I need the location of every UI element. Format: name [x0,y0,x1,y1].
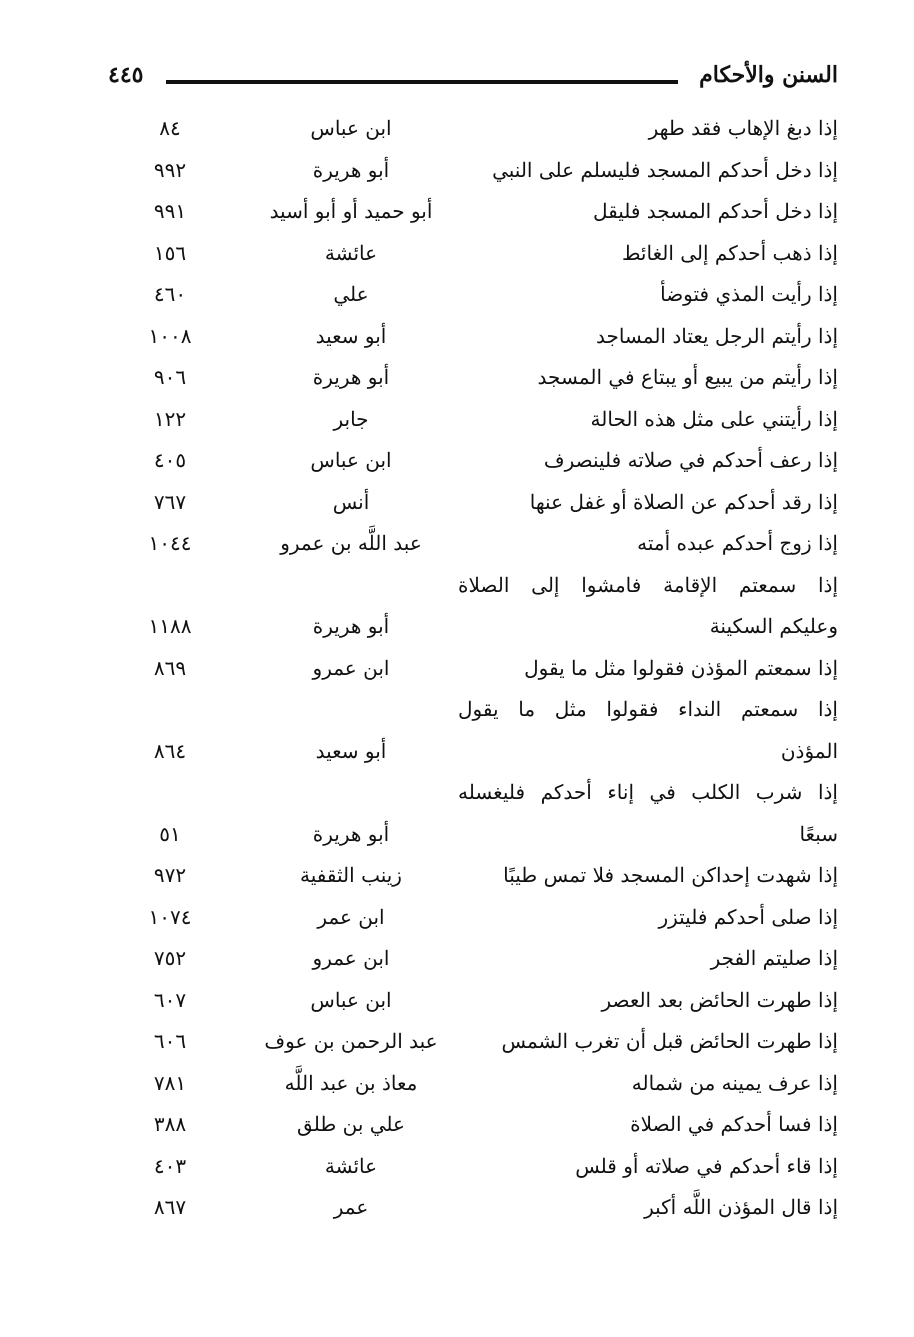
hadith-incipit: إذا صليتم الفجر [710,946,838,970]
running-header [108,62,838,102]
hadith-index-list [130,108,838,1229]
hadith-incipit: إذا سمعتم المؤذن فقولوا مثل ما يقول [524,655,838,680]
index-row [130,233,838,275]
narrator-name: جابر [333,406,369,431]
narrator-name: أنس [332,489,370,514]
hadith-incipit: إذا دخل أحدكم المسجد فليقل [592,199,838,223]
hadith-number: ٩٠٦ [153,365,187,389]
index-row [130,648,838,690]
hadith-number: ٧٥٢ [153,946,187,970]
hadith-number: ٩٩١ [153,199,187,223]
index-row [130,108,838,150]
narrator-name: ابن عباس [310,448,392,472]
index-row [130,689,838,731]
narrator-name: ابن عمرو [312,946,390,970]
hadith-incipit: إذا رأيت المذي فتوضأ [660,282,838,306]
hadith-incipit: إذا سمعتم الإقامة فامشوا إلى الصلاة [458,572,838,597]
hadith-number: ١٠٧٤ [148,904,192,929]
hadith-incipit: إذا فسا أحدكم في الصلاة [630,1112,838,1136]
index-row [130,440,838,482]
hadith-number: ٦٠٦ [153,1029,187,1053]
hadith-incipit: سبعًا [799,821,838,846]
hadith-incipit: إذا طهرت الحائض بعد العصر [601,987,838,1012]
hadith-number: ٤٠٣ [153,1153,187,1178]
index-row [130,150,838,192]
hadith-incipit: إذا رعف أحدكم في صلاته فلينصرف [543,448,838,472]
hadith-incipit: إذا رأيتم الرجل يعتاد المساجد [595,323,838,348]
hadith-incipit: إذا قال المؤذن اللَّه أكبر [644,1195,838,1219]
hadith-number: ٣٨٨ [153,1112,187,1136]
hadith-number: ٦٠٧ [153,987,187,1012]
index-row [130,274,838,316]
narrator-name: ابن عمرو [312,655,390,680]
hadith-incipit: إذا ذهب أحدكم إلى الغائط [621,240,838,265]
index-row [130,897,838,939]
narrator-name: عمر [333,1195,369,1219]
index-row [130,316,838,358]
hadith-number: ٤٠٥ [153,448,187,472]
index-row [130,814,838,856]
narrator-name: عبد اللَّه بن عمرو [280,531,422,555]
narrator-name: عائشة [324,1153,378,1178]
hadith-incipit: إذا شرب الكلب في إناء أحدكم فليغسله [458,780,838,804]
hadith-incipit: إذا رقد أحدكم عن الصلاة أو غفل عنها [529,489,838,514]
narrator-name: أبو هريرة [312,365,390,389]
hadith-number: ١١٨٨ [148,614,192,638]
index-row [130,855,838,897]
narrator-name: زينب الثقفية [300,863,402,887]
index-row [130,1063,838,1105]
hadith-incipit: إذا دبغ الإهاب فقد طهر [648,116,838,140]
narrator-name: علي بن طلق [297,1112,405,1136]
hadith-number: ٥١ [159,821,181,846]
hadith-incipit: إذا صلى أحدكم فليتزر [658,904,838,929]
index-row [130,523,838,565]
index-row [130,980,838,1022]
narrator-name: أبو حميد أو أبو أسيد [269,199,433,223]
index-row [130,191,838,233]
narrator-name: أبو سعيد [315,323,387,348]
hadith-incipit: إذا سمعتم النداء فقولوا مثل ما يقول [458,697,838,721]
index-row [130,399,838,441]
hadith-number: ٧٦٧ [153,489,187,514]
index-row [130,606,838,648]
hadith-incipit: إذا شهدت إحداكن المسجد فلا تمس طيبًا [503,863,838,887]
narrator-name: معاذ بن عبد اللَّه [284,1070,418,1095]
hadith-incipit: إذا عرف يمينه من شماله [631,1070,838,1095]
running-title: السنن والأحكام [699,62,838,88]
narrator-name: ابن عمر [317,904,385,929]
index-row [130,731,838,773]
hadith-incipit: إذا زوج أحدكم عبده أمته [637,531,838,555]
hadith-number: ١٠٤٤ [148,531,192,555]
hadith-number: ٨٦٧ [153,1195,187,1219]
hadith-number: ٩٩٢ [153,157,187,182]
narrator-name: أبو هريرة [312,614,390,638]
hadith-number: ٨٦٩ [153,655,187,680]
index-row [130,1104,838,1146]
page-number: ٤٤٥ [108,62,144,88]
hadith-number: ٨٤ [159,116,181,140]
hadith-number: ١٠٠٨ [148,323,192,348]
hadith-incipit: إذا رأيتني على مثل هذه الحالة [590,406,838,431]
hadith-incipit: وعليكم السكينة [709,614,838,638]
narrator-name: ابن عباس [310,987,392,1012]
index-row [130,1021,838,1063]
hadith-incipit: إذا قاء أحدكم في صلاته أو قلس [575,1153,838,1178]
hadith-number: ٧٨١ [153,1070,187,1095]
hadith-number: ١٥٦ [153,240,187,265]
narrator-name: أبو سعيد [315,738,387,763]
narrator-name: عبد الرحمن بن عوف [264,1029,438,1053]
narrator-name: أبو هريرة [312,157,390,182]
header-rule [166,80,678,84]
index-row [130,1146,838,1188]
hadith-number: ٤٦٠ [153,282,187,306]
hadith-incipit: المؤذن [780,738,838,763]
index-row [130,565,838,607]
index-row [130,357,838,399]
hadith-number: ٩٧٢ [153,863,187,887]
narrator-name: ابن عباس [310,116,392,140]
hadith-incipit: إذا دخل أحدكم المسجد فليسلم على النبي [492,157,838,182]
narrator-name: أبو هريرة [312,821,390,846]
index-row [130,938,838,980]
narrator-name: علي [333,282,369,306]
hadith-incipit: إذا رأيتم من يبيع أو يبتاع في المسجد [537,365,838,389]
narrator-name: عائشة [324,240,378,265]
hadith-number: ١٢٢ [153,406,187,431]
index-row [130,772,838,814]
index-row [130,1187,838,1229]
hadith-incipit: إذا طهرت الحائض قبل أن تغرب الشمس [501,1029,838,1053]
hadith-number: ٨٦٤ [153,738,187,763]
index-row [130,482,838,524]
